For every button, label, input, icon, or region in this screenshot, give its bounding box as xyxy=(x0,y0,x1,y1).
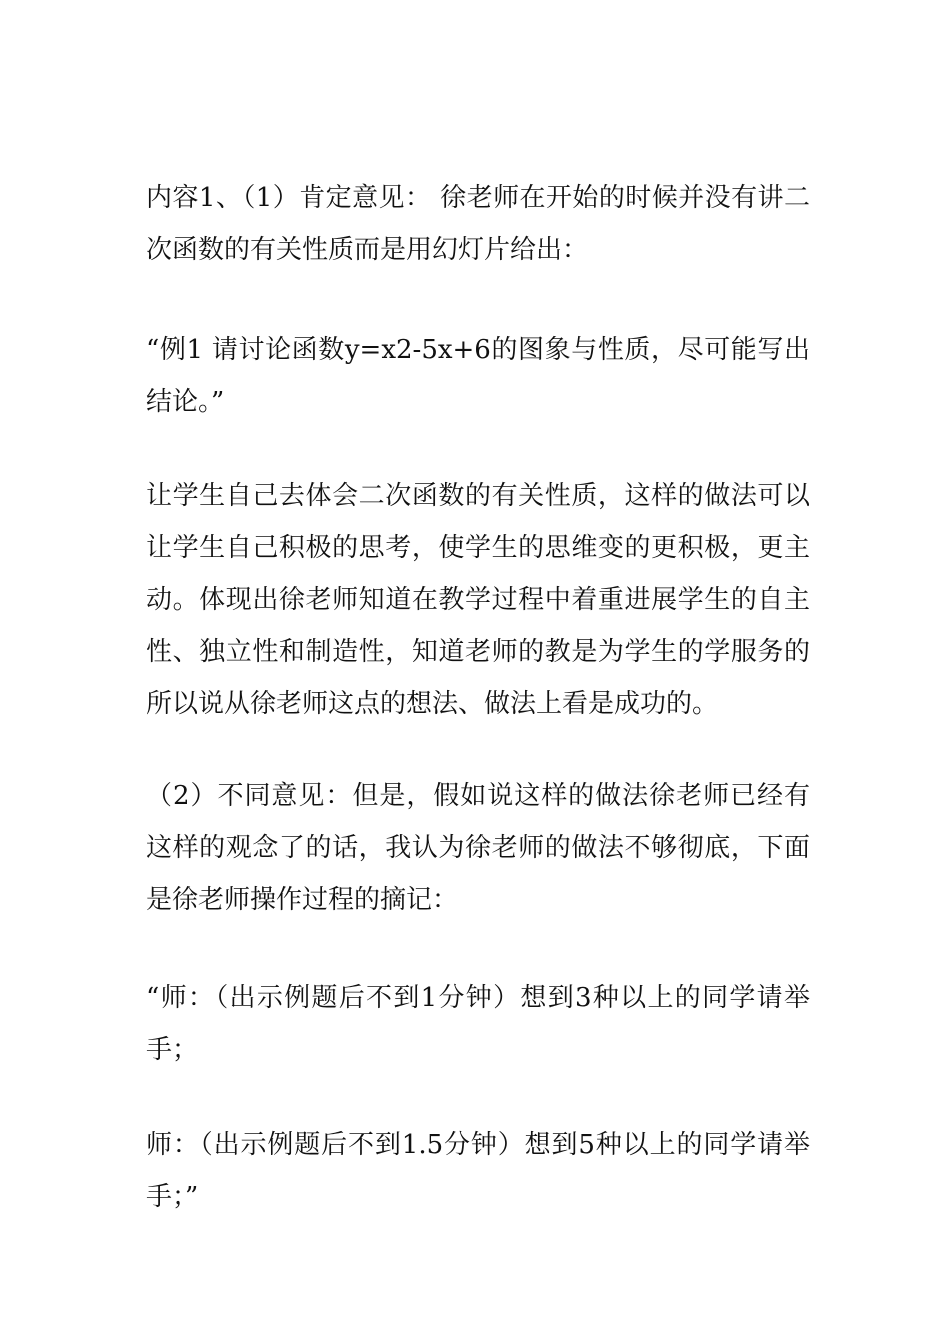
paragraph-example-1: “例1 请讨论函数y=x2-5x+6的图象与性质，尽可能写出结论。” xyxy=(146,335,810,417)
paragraph-teacher-quote-1: “师：（出示例题后不到1分钟）想到3种以上的同学请举手； xyxy=(146,983,810,1065)
paragraph-teacher-quote-2: 师：（出示例题后不到1.5分钟）想到5种以上的同学请举手；” xyxy=(146,1130,810,1212)
paragraph-affirmative-opinion: 内容1、（1）肯定意见： 徐老师在开始的时候并没有讲二次函数的有关性质而是用幻灯片给出： xyxy=(146,183,810,265)
paragraph-student-thinking: 让学生自己去体会二次函数的有关性质，这样的做法可以让学生自己积极的思考，使学生的思维变的更积极，更主动。体现出徐老师知道在教学过程中着重进展学生的自主性、独立性和制造性，知道老师的教是为学生的学服务的所以说从徐老师这点的想法、做法上看是成功的。 xyxy=(146,481,810,719)
paragraph-different-opinion: （2）不同意见：但是，假如说这样的做法徐老师已经有这样的观念了的话，我认为徐老师的做法不够彻底，下面是徐老师操作过程的摘记： xyxy=(146,781,810,915)
